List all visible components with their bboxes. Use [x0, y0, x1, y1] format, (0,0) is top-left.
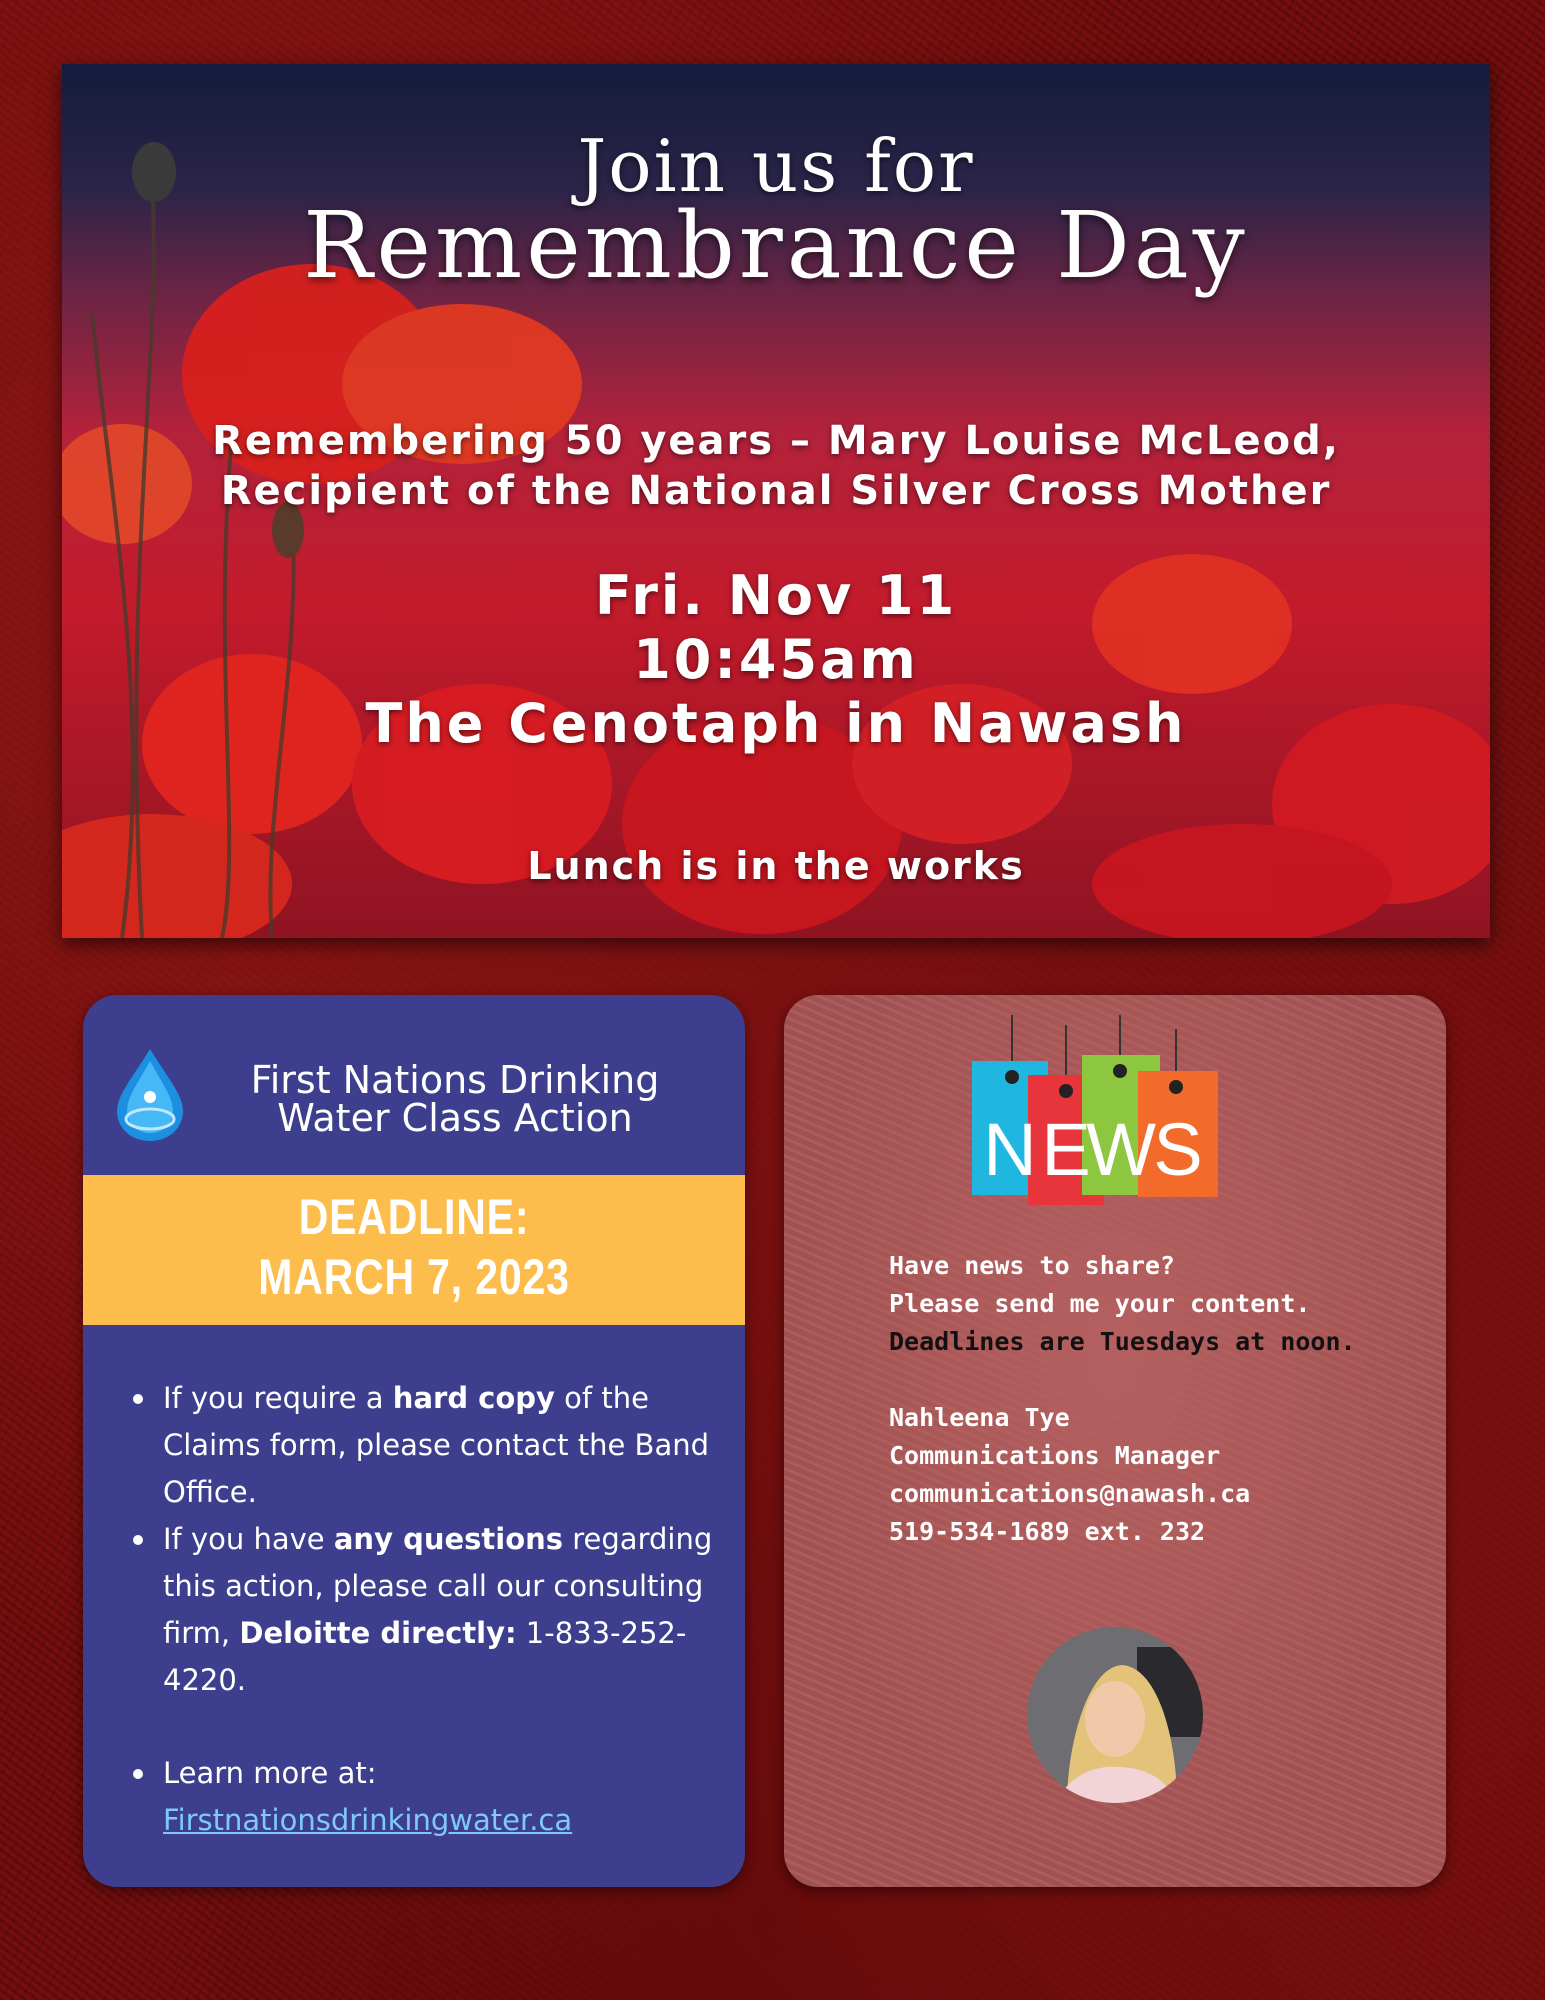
- drinking-water-card: [83, 995, 745, 1887]
- contact-name: Nahleena Tye: [889, 1403, 1070, 1432]
- drinking-water-title-line-2: Water Class Action: [277, 1096, 633, 1140]
- news-letter-w: W: [1086, 1108, 1156, 1191]
- news-line-2: Please send me your content.: [889, 1289, 1311, 1318]
- water-drop-icon: [113, 1047, 187, 1143]
- deadline-date: MARCH 7, 2023: [258, 1249, 570, 1305]
- bullet-2-text-a: If you have: [163, 1522, 334, 1556]
- news-line-1: Have news to share?: [889, 1251, 1175, 1280]
- contact-phone: 519-534-1689 ext. 232: [889, 1517, 1206, 1546]
- bullet-1-emphasis: hard copy: [392, 1381, 555, 1415]
- event-time: 10:45am: [633, 628, 919, 691]
- bullet-2-text-c: regarding this action, please call our consulting firm,: [163, 1522, 713, 1650]
- bullet-2-phone: 1-833-252-4220.: [163, 1616, 687, 1697]
- contact-photo: [1027, 1627, 1203, 1803]
- join-us-heading: Join us for: [577, 124, 975, 208]
- news-tags-icon: [970, 1015, 1250, 1205]
- drinking-water-title: [195, 1058, 715, 1140]
- contact-email[interactable]: communications@nawash.ca: [889, 1479, 1251, 1508]
- news-card: [784, 995, 1446, 1887]
- website-link[interactable]: Firstnationsdrinkingwater.ca: [163, 1803, 573, 1837]
- news-letter-e: E: [1041, 1108, 1091, 1191]
- bullet-2-deloitte: Deloitte directly:: [239, 1616, 517, 1650]
- bullet-2-emphasis: any questions: [333, 1522, 564, 1556]
- bullet-dot: [133, 1769, 143, 1779]
- bullet-1-text-a: If you require a: [163, 1381, 393, 1415]
- event-details: [62, 564, 1490, 756]
- event-location: The Cenotaph in Nawash: [365, 692, 1187, 755]
- news-deadline-line: Deadlines are Tuesdays at noon.: [889, 1327, 1356, 1356]
- bullet-dot: [133, 1394, 143, 1404]
- remembrance-day-title: Remembrance Day: [303, 192, 1249, 299]
- list-item: [133, 1750, 723, 1844]
- remembering-line-2: Recipient of the National Silver Cross Mother: [220, 468, 1332, 514]
- news-letter-n: N: [983, 1108, 1037, 1191]
- event-date: Fri. Nov 11: [594, 564, 958, 627]
- learn-more-label: Learn more at:: [163, 1756, 377, 1790]
- list-item: [133, 1375, 723, 1516]
- lunch-note: Lunch is in the works: [527, 844, 1025, 888]
- bullet-dot: [133, 1535, 143, 1545]
- news-letter-s: S: [1153, 1108, 1203, 1191]
- bullet-1-text-c: of the Claims form, please contact the Band Office.: [163, 1381, 710, 1509]
- info-list: [133, 1375, 723, 1844]
- avatar: [1027, 1627, 1203, 1803]
- deadline-banner: [83, 1175, 745, 1325]
- news-message: [889, 1247, 1409, 1551]
- deadline-label: DEADLINE:: [298, 1189, 530, 1245]
- remembering-text: [62, 416, 1490, 516]
- drinking-water-title-line-1: First Nations Drinking: [250, 1058, 660, 1102]
- remembering-line-1: Remembering 50 years – Mary Louise McLeod,: [212, 418, 1340, 464]
- contact-role: Communications Manager: [889, 1441, 1221, 1470]
- remembrance-day-banner: [62, 64, 1490, 938]
- list-item: [133, 1516, 723, 1704]
